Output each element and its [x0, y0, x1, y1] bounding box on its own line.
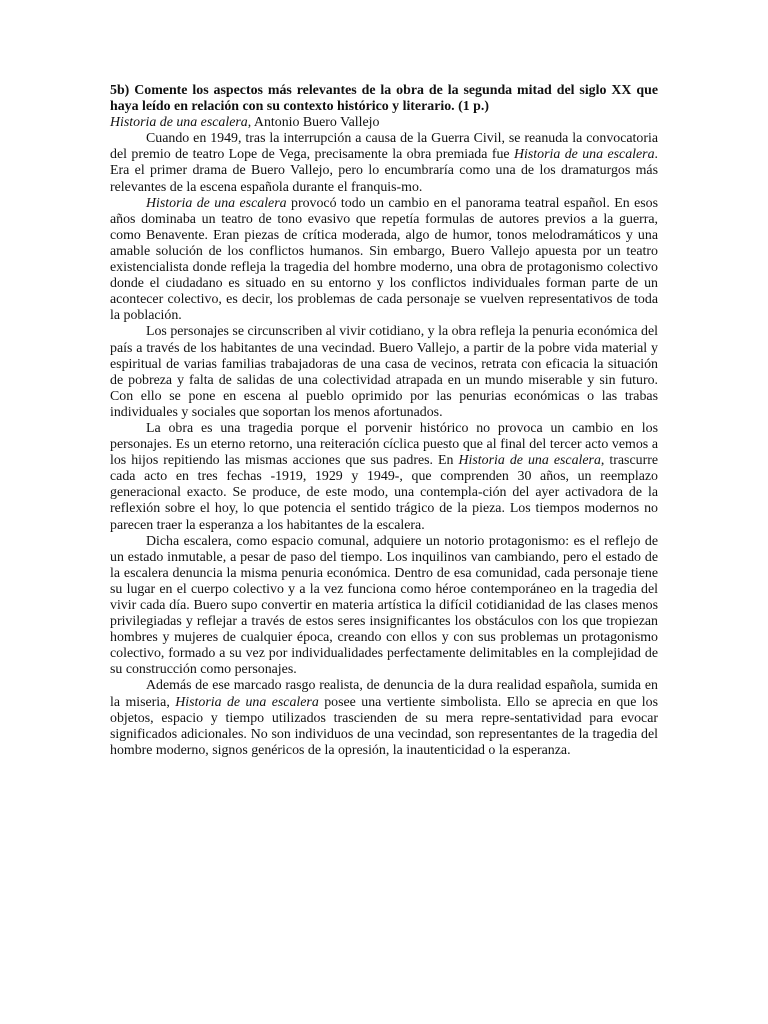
italic-title-run: Historia de una escalera [458, 453, 601, 469]
work-title: Historia de una escalera [110, 115, 248, 131]
work-reference [110, 115, 658, 131]
work-author: , Antonio Buero Vallejo [247, 115, 380, 131]
paragraph-6 [110, 678, 658, 758]
paragraph-4 [110, 421, 658, 534]
text-run: Los personajes se circunscriben al vivir cotidiano, y la obra refleja la penuria económica del país a través de los habitantes de una vecindad. Buero Vallejo, a partir de la pobre vida material y espiritual de varias familias trabajadoras de una casa de vecinos, retrata con eficacia la situación de pobreza y falta de salidas de una colectividad atrapada en un mundo miserable y sin futuro. Con ello se pone en escena al pueblo oprimido por las penurias económicas o las trabas individuales y sociales que soportan los menos afortunados. [110, 324, 658, 420]
italic-title-run: Historia de una escalera [513, 147, 655, 163]
text-run: Cuando en 1949, tras la interrupción a causa de la Guerra Civil, se reanuda la convocatoria del premio de teatro Lope de Vega, precisamente la obra premiada fue [110, 131, 658, 163]
italic-title-run: Historia de una escalera [175, 694, 319, 710]
text-run: . Era el primer drama de Buero Vallejo, pero lo encumbraría como una de los dramaturgos más relevantes de la escena española durante el franquis-mo. [110, 147, 659, 195]
document-page [110, 83, 658, 759]
paragraph-2 [110, 196, 658, 325]
text-run: Dicha escalera, como espacio comunal, adquiere un notorio protagonismo: es el reflejo de un estado inmutable, a pesar de paso del tiempo. Los inquilinos van cambiando, pero el estado de la escalera denuncia la misma penuria económica. Dentro de esa comunidad, cada personaje tiene su lugar en el cuerpo colectivo y a la vez funciona como héroe contemporáneo en la tragedia del vivir cada día. Buero supo convertir en materia artística la difícil cotidianidad de las clases menos privilegiadas y reflejar a través de estos seres insignificantes los obstáculos con los que tropiezan hombres y mujeres de cualquier época, creando con ellos y con sus problemas un protagonismo colectivo, formado a su vez por individualidades perfectamente delimitables en la complejidad de su construcción como personajes. [110, 533, 658, 678]
text-run: Además de ese marcado rasgo realista, de denuncia de la dura realidad española, sumida en la miseria, [110, 678, 658, 710]
text-run: provocó todo un cambio en el panorama teatral español. En esos años dominaba un teatro de tono evasivo que repetía formulas de autores previos a la guerra, como Benavente. Eran piezas de crítica moderada, algo de humor, tonos melodramáticos y una amable solución de los conflictos humanos. Sin embargo, Buero Vallejo apuesta por un teatro existencialista donde refleja la tragedia del hombre moderno, una obra de protagonismo colectivo donde el ciudadano es situado en su entorno y los conflictos individuales forman parte de un acontecer colectivo, es decir, los problemas de cada personaje se vuelven representativos de toda la población. [110, 195, 659, 324]
text-run: La obra es una tragedia porque el porvenir histórico no provoca un cambio en los personajes. Es un eterno retorno, una reiteración cíclica puesto que al final del tercer acto vemos a los hijos repitiendo las mismas acciones que sus padres. En [110, 420, 658, 469]
question-heading: 5b) Comente los aspectos más relevantes de la obra de la segunda mitad del siglo XX que haya leído en relación con su contexto histórico y literario. (1 p.) [110, 83, 658, 115]
paragraph-5 [110, 534, 658, 679]
paragraph-3 [110, 324, 658, 421]
paragraph-1 [110, 131, 658, 195]
text-run: , trascurre cada acto en tres fechas -1919, 1929 y 1949-, que comprenden 30 años, un reemplazo generacional exacto. Se produce, de este modo, una contempla-ción del ayer activadora de la reflexión sobre el hoy, lo que potencia el sentido trágico de la pieza. Los tiempos modernos no parecen traer la esperanza a los habitantes de la escalera. [110, 453, 658, 533]
text-run: posee una vertiente simbolista. Ello se aprecia en que los objetos, espacio y tiempo utilizados trascienden de su mera repre-sentatividad para evocar significados adicionales. No son individuos de una vecindad, son representantes de la tragedia del hombre moderno, signos genéricos de la opresión, la inautenticidad o la esperanza. [110, 694, 659, 758]
italic-title-run: Historia de una escalera [146, 195, 287, 211]
